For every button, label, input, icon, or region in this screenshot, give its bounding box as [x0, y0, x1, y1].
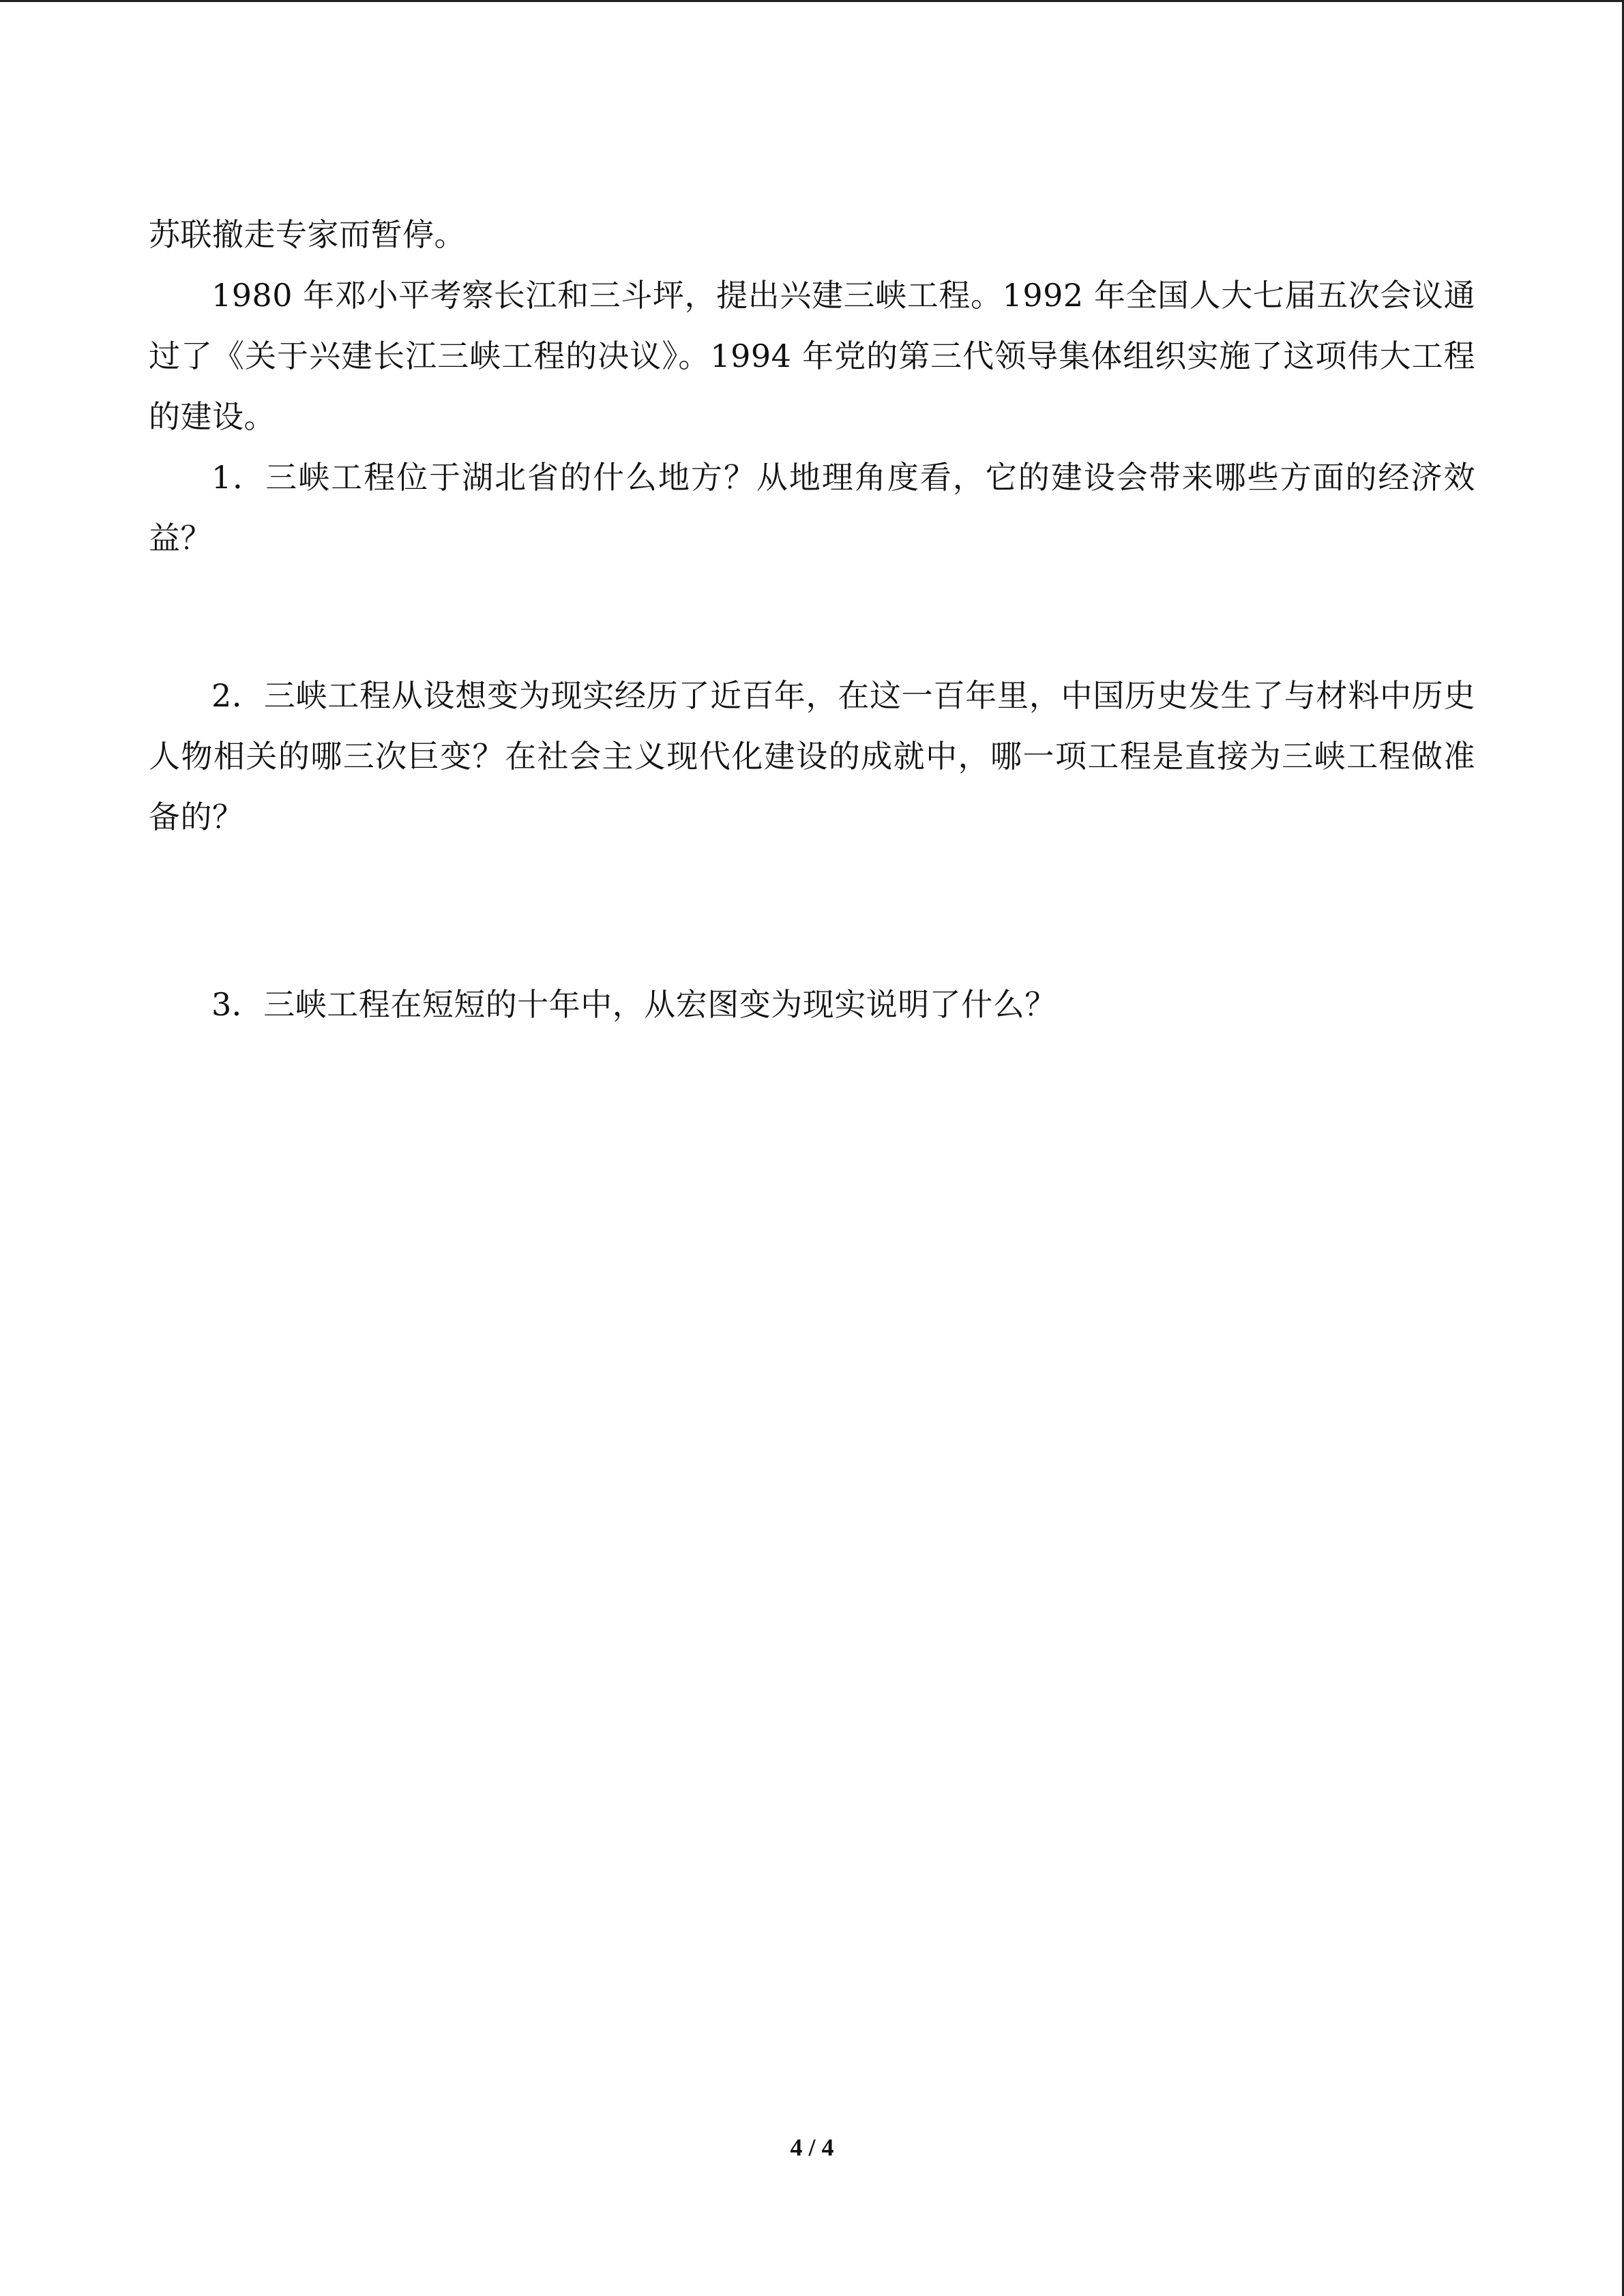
question-1: 1．三峡工程位于湖北省的什么地方？从地理角度看，它的建设会带来哪些方面的经济效益？ — [149, 459, 1475, 556]
page-number: 4 / 4 — [790, 2134, 834, 2161]
question-3: 3．三峡工程在短短的十年中，从宏图变为现实说明了什么？ — [211, 986, 1057, 1023]
question-2: 2．三峡工程从设想变为现实经历了近百年，在这一百年里，中国历史发生了与材料中历史人物相关的哪三次巨变？在社会主义现代化建设的成就中，哪一项工程是直接为三峡工程做准备的？ — [149, 677, 1475, 835]
document-body — [149, 205, 1475, 1035]
page-border-top — [0, 0, 1624, 2]
paragraph-continuation: 苏联撤走专家而暂停。 — [149, 216, 466, 253]
paragraph-three-gorges-history: 1980 年邓小平考察长江和三斗坪，提出兴建三峡工程。1992 年全国人大七届五次会议通过了《关于兴建长江三峡工程的决议》。1994 年党的第三代领导集体组织实施了这项伟大工程的建设。 — [149, 277, 1475, 435]
